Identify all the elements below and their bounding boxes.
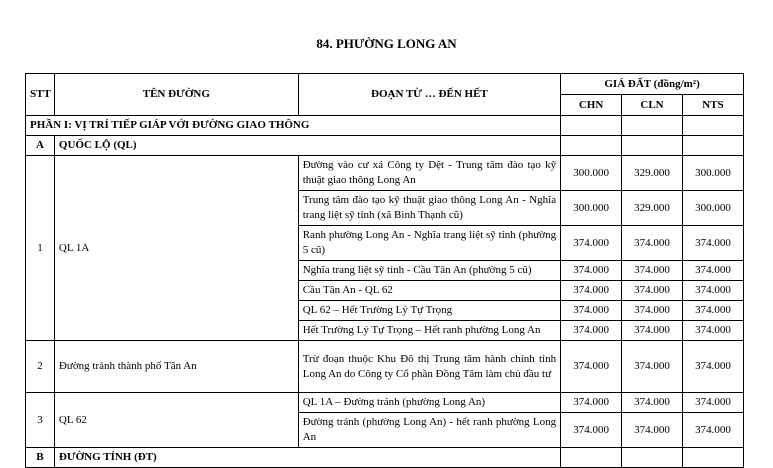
row-price-chn: 374.000 — [561, 413, 622, 448]
row-segment: QL 1A – Đường tránh (phường Long An) — [298, 393, 560, 413]
section-code: A — [26, 136, 55, 156]
row-segment: Trừ đoạn thuộc Khu Đô thị Trung tâm hành chính tỉnh Long An do Công ty Cổ phần Đồng Tâm làm chủ đầu tư — [298, 341, 560, 393]
row-price-chn: 300.000 — [561, 191, 622, 226]
table-row — [26, 156, 744, 191]
row-price-nts: 374.000 — [682, 393, 743, 413]
row-price-nts: 300.000 — [682, 191, 743, 226]
row-price-cln: 374.000 — [622, 226, 683, 261]
row-segment: Ranh phường Long An - Nghĩa trang liệt sỹ tỉnh (phường 5 cũ) — [298, 226, 560, 261]
table-row — [26, 393, 744, 413]
row-price-cln: 374.000 — [622, 341, 683, 393]
row-stt: 1 — [26, 156, 55, 341]
header-segment: ĐOẠN TỪ … ĐẾN HẾT — [298, 74, 560, 116]
row-price-nts: 374.000 — [682, 413, 743, 448]
row-price-cln: 374.000 — [622, 281, 683, 301]
row-price-cln: 374.000 — [622, 261, 683, 281]
row-segment: Cầu Tân An - QL 62 — [298, 281, 560, 301]
header-chn: CHN — [561, 95, 622, 116]
row-stt: 3 — [26, 393, 55, 448]
row-price-chn: 300.000 — [561, 156, 622, 191]
header-cln: CLN — [622, 95, 683, 116]
section-row — [26, 136, 744, 156]
row-price-cln: 374.000 — [622, 321, 683, 341]
row-price-nts: 300.000 — [682, 156, 743, 191]
row-price-chn: 374.000 — [561, 341, 622, 393]
row-price-nts: 374.000 — [682, 226, 743, 261]
header-price-group: GIÁ ĐẤT (đồng/m²) — [561, 74, 744, 95]
row-price-chn: 374.000 — [561, 281, 622, 301]
row-price-nts: 374.000 — [682, 281, 743, 301]
row-segment: Đường tránh (phường Long An) - hết ranh phường Long An — [298, 413, 560, 448]
row-stt: 2 — [26, 341, 55, 393]
section-name: ĐƯỜNG TỈNH (ĐT) — [54, 448, 560, 468]
row-price-chn: 374.000 — [561, 301, 622, 321]
row-price-nts: 374.000 — [682, 341, 743, 393]
part-row — [26, 116, 744, 136]
row-price-chn: 374.000 — [561, 261, 622, 281]
row-price-nts: 374.000 — [682, 321, 743, 341]
row-price-chn: 374.000 — [561, 393, 622, 413]
row-price-cln: 374.000 — [622, 413, 683, 448]
row-price-cln: 374.000 — [622, 301, 683, 321]
table-row — [26, 341, 744, 393]
row-price-cln: 329.000 — [622, 191, 683, 226]
row-price-chn: 374.000 — [561, 321, 622, 341]
header-street: TÊN ĐƯỜNG — [54, 74, 298, 116]
row-street-name: QL 62 — [54, 393, 298, 448]
row-price-cln: 374.000 — [622, 393, 683, 413]
row-segment: Nghĩa trang liệt sỹ tỉnh - Cầu Tân An (phường 5 cũ) — [298, 261, 560, 281]
section-code: B — [26, 448, 55, 468]
row-price-cln: 329.000 — [622, 156, 683, 191]
row-segment: QL 62 – Hết Trường Lý Tự Trọng — [298, 301, 560, 321]
row-segment: Đường vào cư xá Công ty Dệt - Trung tâm đào tạo kỹ thuật giao thông Long An — [298, 156, 560, 191]
row-segment: Hết Trường Lý Tự Trọng – Hết ranh phường Long An — [298, 321, 560, 341]
row-price-nts: 374.000 — [682, 261, 743, 281]
part-title: PHẦN I: VỊ TRÍ TIẾP GIÁP VỚI ĐƯỜNG GIAO THÔNG — [26, 116, 561, 136]
land-price-table — [25, 73, 744, 468]
row-price-nts: 374.000 — [682, 301, 743, 321]
header-nts: NTS — [682, 95, 743, 116]
section-name: QUỐC LỘ (QL) — [54, 136, 560, 156]
row-street-name: QL 1A — [54, 156, 298, 341]
page-title: 84. PHƯỜNG LONG AN — [316, 36, 457, 51]
row-price-chn: 374.000 — [561, 226, 622, 261]
header-stt: STT — [26, 74, 55, 116]
row-street-name: Đường tránh thành phố Tân An — [54, 341, 298, 393]
row-segment: Trung tâm đào tạo kỹ thuật giao thông Long An - Nghĩa trang liệt sỹ tỉnh (xã Bình Thạnh cũ) — [298, 191, 560, 226]
